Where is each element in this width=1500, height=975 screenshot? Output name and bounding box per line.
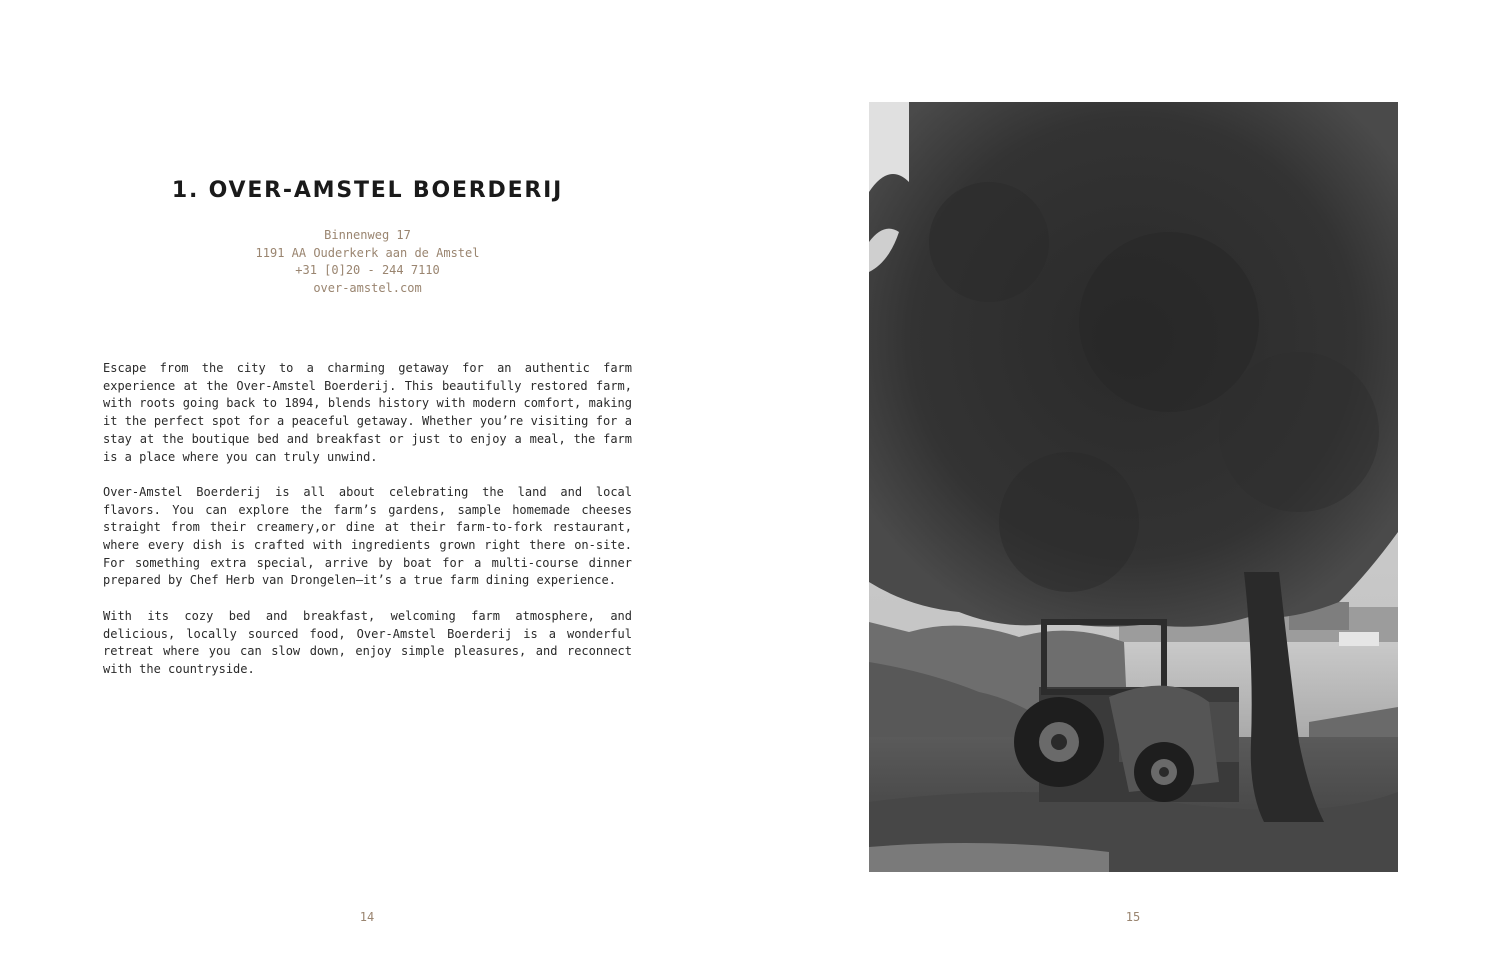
page-number-right: 15 — [1125, 910, 1141, 924]
address-city: 1191 AA Ouderkerk aan de Amstel — [255, 245, 480, 260]
paragraph-3: With its cozy bed and breakfast, welcoming farm atmosphere, and delicious, locally sourced food, Over-Amstel Boerderij is a wonderful retreat where you can slow down, enjoy simple pleasures, and reconnect with the countryside. — [103, 608, 632, 676]
left-page — [0, 0, 735, 975]
address-phone: +31 [0]20 - 244 7110 — [295, 263, 440, 278]
page-title: 1. OVER-AMSTEL BOERDERIJ — [171, 178, 564, 203]
address-website: over-amstel.com — [313, 280, 422, 295]
body-text — [103, 360, 632, 696]
address-street: Binnenweg 17 — [324, 228, 411, 242]
tractor-under-tree-photo — [869, 102, 1398, 872]
address-block — [103, 227, 632, 297]
photo-illustration — [869, 102, 1398, 872]
page-number-left: 14 — [359, 910, 375, 924]
paragraph-2: Over-Amstel Boerderij is all about celebrating the land and local flavors. You can explore the farm’s gardens, sample homemade cheeses straight from their creamery,or dine at their farm-to-fork restaurant, where every dish is crafted with ingredients grown right there on-site. For something extra special, arrive by boat for a multi-course dinner prepared by Chef Herb van Drongelen—it’s a true farm dining experience. — [103, 484, 632, 588]
paragraph-1: Escape from the city to a charming getaway for an authentic farm experience at the Over-Amstel Boerderij. This beautifully restored farm, with roots going back to 1894, blends history with modern comfort, making it the perfect spot for a peaceful getaway. Whether you’re visiting for a stay at the boutique bed and breakfast or just to enjoy a meal, the farm is a place where you can truly unwind. — [103, 361, 632, 464]
